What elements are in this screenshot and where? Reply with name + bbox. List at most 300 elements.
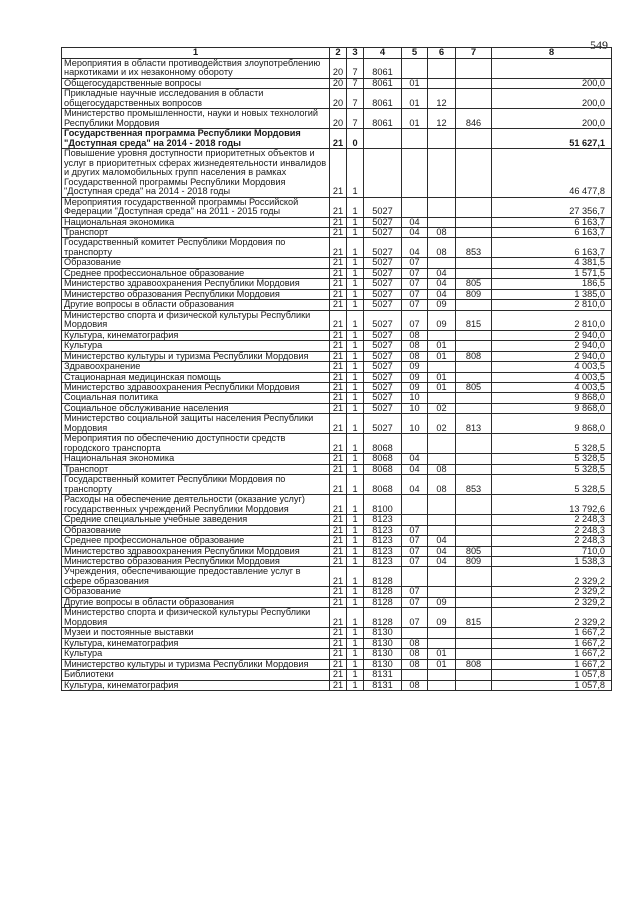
row-code-7: 805 [456, 279, 492, 289]
row-code-2: 21 [330, 680, 347, 690]
row-amount: 2 329,2 [492, 567, 612, 587]
row-amount: 9 868,0 [492, 393, 612, 403]
row-code-2: 21 [330, 659, 347, 669]
row-code-5 [402, 515, 428, 525]
row-name: Другие вопросы в области образования [62, 300, 330, 310]
row-code-2: 21 [330, 403, 347, 413]
table-row [62, 227, 612, 237]
row-amount: 1 385,0 [492, 289, 612, 299]
row-code-2: 21 [330, 495, 347, 515]
table-row [62, 608, 612, 628]
row-name: Культура [62, 649, 330, 659]
row-code-6 [428, 258, 456, 268]
row-code-7: 815 [456, 310, 492, 330]
row-code-2: 21 [330, 567, 347, 587]
row-code-6 [428, 454, 456, 464]
row-code-4 [364, 149, 402, 197]
row-code-7 [456, 597, 492, 607]
row-code-3: 1 [347, 649, 364, 659]
row-code-2: 21 [330, 525, 347, 535]
row-name: Министерство социальной защиты населения Республики Мордовия [62, 414, 330, 434]
row-amount: 200,0 [492, 89, 612, 109]
row-code-3: 1 [347, 238, 364, 258]
row-name: Здравоохранение [62, 362, 330, 372]
row-code-7 [456, 393, 492, 403]
row-amount: 4 003,5 [492, 372, 612, 382]
row-code-3: 7 [347, 109, 364, 129]
row-code-2: 21 [330, 279, 347, 289]
row-code-7 [456, 149, 492, 197]
row-name: Культура, кинематография [62, 638, 330, 648]
row-code-3: 1 [347, 372, 364, 382]
row-amount: 2 248,3 [492, 525, 612, 535]
row-code-7 [456, 587, 492, 597]
row-code-7 [456, 89, 492, 109]
column-header: 1 [62, 48, 330, 59]
row-code-4: 5027 [364, 197, 402, 217]
row-code-2: 21 [330, 414, 347, 434]
row-amount: 9 868,0 [492, 414, 612, 434]
row-name: Образование [62, 587, 330, 597]
row-code-2: 21 [330, 475, 347, 495]
row-name: Транспорт [62, 227, 330, 237]
row-amount: 2 329,2 [492, 597, 612, 607]
row-code-7 [456, 78, 492, 88]
row-code-6: 04 [428, 279, 456, 289]
row-code-3: 1 [347, 341, 364, 351]
row-name: Министерство образования Республики Мордовия [62, 289, 330, 299]
table-row [62, 659, 612, 669]
row-code-6: 12 [428, 89, 456, 109]
row-code-4: 8061 [364, 89, 402, 109]
row-name: Мероприятия государственной программы Российской Федерации "Доступная среда" на 2011 - 2015 годы [62, 197, 330, 217]
table-row [62, 464, 612, 474]
row-code-3: 1 [347, 362, 364, 372]
row-code-7 [456, 403, 492, 413]
table-row [62, 129, 612, 149]
row-code-2: 21 [330, 434, 347, 454]
row-code-6 [428, 362, 456, 372]
row-code-6 [428, 78, 456, 88]
row-code-3: 1 [347, 475, 364, 495]
row-code-7 [456, 59, 492, 79]
row-code-6 [428, 670, 456, 680]
row-code-5: 07 [402, 268, 428, 278]
row-code-4: 5027 [364, 258, 402, 268]
row-code-6: 04 [428, 556, 456, 566]
row-code-6: 09 [428, 300, 456, 310]
table-row [62, 149, 612, 197]
row-code-2: 21 [330, 464, 347, 474]
row-code-2: 21 [330, 372, 347, 382]
row-code-2: 21 [330, 341, 347, 351]
row-code-4: 5027 [364, 330, 402, 340]
row-amount: 2 940,0 [492, 330, 612, 340]
row-code-2: 21 [330, 638, 347, 648]
row-name: Культура, кинематография [62, 330, 330, 340]
row-amount: 2 940,0 [492, 341, 612, 351]
row-code-5 [402, 670, 428, 680]
row-code-3: 1 [347, 670, 364, 680]
row-code-3: 1 [347, 680, 364, 690]
row-name: Социальное обслуживание населения [62, 403, 330, 413]
row-code-5: 04 [402, 238, 428, 258]
row-code-2: 21 [330, 330, 347, 340]
row-name: Среднее профессиональное образование [62, 268, 330, 278]
row-code-3: 0 [347, 129, 364, 149]
table-row [62, 341, 612, 351]
row-code-7: 853 [456, 238, 492, 258]
row-code-5: 07 [402, 258, 428, 268]
row-code-7: 805 [456, 546, 492, 556]
row-code-4: 8130 [364, 628, 402, 638]
row-code-7 [456, 300, 492, 310]
row-code-4: 5027 [364, 238, 402, 258]
row-code-2: 21 [330, 310, 347, 330]
row-code-2: 21 [330, 258, 347, 268]
row-code-6 [428, 149, 456, 197]
row-amount: 2 329,2 [492, 587, 612, 597]
row-code-5: 07 [402, 289, 428, 299]
row-code-2: 21 [330, 362, 347, 372]
column-header: 4 [364, 48, 402, 59]
table-row [62, 670, 612, 680]
row-amount: 5 328,5 [492, 434, 612, 454]
row-code-6 [428, 129, 456, 149]
table-row [62, 217, 612, 227]
row-code-5: 10 [402, 393, 428, 403]
row-code-4: 8128 [364, 587, 402, 597]
row-amount: 4 381,5 [492, 258, 612, 268]
row-code-5: 07 [402, 310, 428, 330]
row-code-7 [456, 454, 492, 464]
row-code-4: 5027 [364, 383, 402, 393]
row-code-2: 21 [330, 238, 347, 258]
row-code-5: 04 [402, 227, 428, 237]
row-code-7 [456, 525, 492, 535]
row-code-4: 5027 [364, 310, 402, 330]
row-code-3: 1 [347, 310, 364, 330]
row-amount: 4 003,5 [492, 383, 612, 393]
row-code-3: 1 [347, 289, 364, 299]
row-name: Транспорт [62, 464, 330, 474]
table-row [62, 638, 612, 648]
row-code-7: 853 [456, 475, 492, 495]
row-code-7 [456, 536, 492, 546]
row-code-3: 1 [347, 495, 364, 515]
row-code-2: 21 [330, 670, 347, 680]
row-code-6 [428, 330, 456, 340]
row-code-4: 5027 [364, 414, 402, 434]
row-code-3: 1 [347, 217, 364, 227]
row-code-3: 1 [347, 597, 364, 607]
row-code-6: 02 [428, 414, 456, 434]
row-amount: 2 940,0 [492, 351, 612, 361]
row-code-6: 01 [428, 372, 456, 382]
row-code-6 [428, 59, 456, 79]
row-code-6 [428, 515, 456, 525]
row-code-5 [402, 129, 428, 149]
row-name: Государственный комитет Республики Мордовия по транспорту [62, 475, 330, 495]
row-code-6: 04 [428, 536, 456, 546]
row-code-5: 09 [402, 372, 428, 382]
table-row [62, 414, 612, 434]
row-code-4: 5027 [364, 372, 402, 382]
row-code-3: 1 [347, 383, 364, 393]
row-code-6: 08 [428, 238, 456, 258]
row-code-7: 809 [456, 289, 492, 299]
row-amount [492, 59, 612, 79]
row-name: Государственная программа Республики Мордовия "Доступная среда" на 2014 - 2018 годы [62, 129, 330, 149]
row-code-2: 21 [330, 597, 347, 607]
row-code-6: 01 [428, 649, 456, 659]
row-amount: 200,0 [492, 78, 612, 88]
row-code-5: 07 [402, 546, 428, 556]
row-code-3: 1 [347, 330, 364, 340]
row-name: Национальная экономика [62, 217, 330, 227]
row-code-2: 21 [330, 217, 347, 227]
table-row [62, 362, 612, 372]
row-code-3: 1 [347, 434, 364, 454]
row-code-5: 07 [402, 608, 428, 628]
row-code-2: 20 [330, 109, 347, 129]
row-code-3: 1 [347, 556, 364, 566]
row-name: Министерство промышленности, науки и новых технологий Республики Мордовия [62, 109, 330, 129]
row-code-7: 805 [456, 383, 492, 393]
column-header: 5 [402, 48, 428, 59]
row-code-2: 21 [330, 351, 347, 361]
row-code-7: 809 [456, 556, 492, 566]
row-code-3: 1 [347, 536, 364, 546]
row-code-4: 8128 [364, 597, 402, 607]
table-row [62, 289, 612, 299]
row-name: Средние специальные учебные заведения [62, 515, 330, 525]
row-code-7 [456, 217, 492, 227]
row-code-2: 21 [330, 149, 347, 197]
row-name: Министерство здравоохранения Республики Мордовия [62, 383, 330, 393]
table-row [62, 330, 612, 340]
table-row [62, 89, 612, 109]
row-code-5: 09 [402, 383, 428, 393]
row-code-7 [456, 638, 492, 648]
row-code-3: 1 [347, 351, 364, 361]
row-code-4: 8123 [364, 515, 402, 525]
row-amount: 1 057,8 [492, 680, 612, 690]
row-code-6: 08 [428, 475, 456, 495]
row-code-3: 1 [347, 587, 364, 597]
row-code-7 [456, 680, 492, 690]
row-code-6 [428, 217, 456, 227]
table-row [62, 59, 612, 79]
table-row [62, 597, 612, 607]
row-code-4: 8130 [364, 659, 402, 669]
table-row [62, 109, 612, 129]
row-name: Мероприятия в области противодействия злоупотреблению наркотиками и их незаконному обороту [62, 59, 330, 79]
row-code-7 [456, 372, 492, 382]
row-code-4: 8068 [364, 464, 402, 474]
row-code-5: 07 [402, 597, 428, 607]
row-code-2: 20 [330, 59, 347, 79]
table-row [62, 351, 612, 361]
row-amount: 200,0 [492, 109, 612, 129]
row-code-3: 1 [347, 393, 364, 403]
row-code-4: 5027 [364, 289, 402, 299]
table-row [62, 556, 612, 566]
row-amount: 2 810,0 [492, 300, 612, 310]
row-code-7: 846 [456, 109, 492, 129]
row-code-2: 21 [330, 649, 347, 659]
row-code-2: 21 [330, 227, 347, 237]
table-row [62, 475, 612, 495]
row-code-4: 8061 [364, 59, 402, 79]
row-code-2: 21 [330, 587, 347, 597]
table-row [62, 546, 612, 556]
row-code-7 [456, 258, 492, 268]
row-code-4: 8061 [364, 78, 402, 88]
row-amount: 1 667,2 [492, 659, 612, 669]
row-code-5 [402, 434, 428, 454]
row-amount: 5 328,5 [492, 454, 612, 464]
table-row [62, 279, 612, 289]
row-code-6 [428, 638, 456, 648]
row-code-3: 1 [347, 628, 364, 638]
row-code-4: 8123 [364, 536, 402, 546]
row-code-4: 8061 [364, 109, 402, 129]
budget-table [61, 47, 612, 691]
row-code-4: 8068 [364, 475, 402, 495]
row-code-5: 08 [402, 638, 428, 648]
row-code-6 [428, 197, 456, 217]
row-name: Министерство здравоохранения Республики Мордовия [62, 279, 330, 289]
column-header: 8 [492, 48, 612, 59]
row-code-5: 08 [402, 659, 428, 669]
row-code-5: 08 [402, 330, 428, 340]
row-name: Повышение уровня доступности приоритетных объектов и услуг в приоритетных сферах жизнедеятельности инвалидов и других маломобильных групп населения в рамках Государственной программы Республики Мордовия "Доступная среда" на 2014 - 2018 годы [62, 149, 330, 197]
row-code-2: 20 [330, 89, 347, 109]
row-code-4: 5027 [364, 362, 402, 372]
row-code-5 [402, 59, 428, 79]
row-code-7: 815 [456, 608, 492, 628]
row-code-5: 01 [402, 78, 428, 88]
row-amount: 9 868,0 [492, 403, 612, 413]
row-code-7 [456, 330, 492, 340]
table-row [62, 393, 612, 403]
row-name: Музеи и постоянные выставки [62, 628, 330, 638]
row-code-5: 04 [402, 217, 428, 227]
row-amount: 27 356,7 [492, 197, 612, 217]
row-code-2: 21 [330, 628, 347, 638]
row-code-7 [456, 567, 492, 587]
row-code-5: 09 [402, 362, 428, 372]
row-code-6: 09 [428, 310, 456, 330]
row-code-3: 1 [347, 608, 364, 628]
row-code-5: 08 [402, 680, 428, 690]
row-code-4: 8128 [364, 608, 402, 628]
row-code-5: 04 [402, 475, 428, 495]
row-amount: 5 328,5 [492, 464, 612, 474]
row-code-2: 21 [330, 454, 347, 464]
table-row [62, 372, 612, 382]
row-code-4: 5027 [364, 300, 402, 310]
row-amount: 46 477,8 [492, 149, 612, 197]
row-code-6: 01 [428, 383, 456, 393]
row-code-2: 20 [330, 78, 347, 88]
row-name: Расходы на обеспечение деятельности (оказание услуг) государственных учреждений Республики Мордовия [62, 495, 330, 515]
row-code-3: 1 [347, 258, 364, 268]
row-name: Министерство образования Республики Мордовия [62, 556, 330, 566]
row-code-3: 1 [347, 279, 364, 289]
row-name: Образование [62, 525, 330, 535]
page-number: 549 [590, 38, 608, 52]
row-code-6 [428, 434, 456, 454]
table-row [62, 78, 612, 88]
row-amount: 51 627,1 [492, 129, 612, 149]
row-code-6: 08 [428, 464, 456, 474]
row-code-3: 1 [347, 300, 364, 310]
table-row [62, 536, 612, 546]
row-code-3: 1 [347, 464, 364, 474]
row-code-4: 5027 [364, 393, 402, 403]
row-code-7: 808 [456, 659, 492, 669]
row-amount: 1 667,2 [492, 638, 612, 648]
row-code-3: 1 [347, 659, 364, 669]
row-amount: 1 538,3 [492, 556, 612, 566]
row-code-5: 08 [402, 341, 428, 351]
table-row [62, 383, 612, 393]
row-name: Министерство культуры и туризма Республики Мордовия [62, 659, 330, 669]
row-code-4: 8131 [364, 670, 402, 680]
row-code-4: 5027 [364, 403, 402, 413]
row-code-3: 1 [347, 414, 364, 434]
row-code-4: 5027 [364, 217, 402, 227]
row-code-6: 01 [428, 351, 456, 361]
row-code-7 [456, 197, 492, 217]
row-code-3: 1 [347, 454, 364, 464]
row-code-5 [402, 495, 428, 515]
row-amount: 6 163,7 [492, 238, 612, 258]
table-row [62, 434, 612, 454]
row-name: Культура [62, 341, 330, 351]
row-code-4: 8068 [364, 434, 402, 454]
table-row [62, 628, 612, 638]
row-code-7 [456, 464, 492, 474]
row-code-6: 01 [428, 659, 456, 669]
row-code-6 [428, 587, 456, 597]
table-row [62, 649, 612, 659]
table-row [62, 567, 612, 587]
row-amount: 710,0 [492, 546, 612, 556]
row-code-4 [364, 129, 402, 149]
table-row [62, 238, 612, 258]
row-code-5: 04 [402, 454, 428, 464]
table-row [62, 680, 612, 690]
row-code-7 [456, 495, 492, 515]
table-row [62, 403, 612, 413]
row-code-6 [428, 680, 456, 690]
row-amount: 13 792,6 [492, 495, 612, 515]
row-name: Государственный комитет Республики Мордовия по транспорту [62, 238, 330, 258]
row-code-4: 5027 [364, 341, 402, 351]
row-code-2: 21 [330, 289, 347, 299]
row-code-2: 21 [330, 556, 347, 566]
row-amount: 1 667,2 [492, 628, 612, 638]
table-row [62, 495, 612, 515]
row-code-2: 21 [330, 197, 347, 217]
row-code-5: 07 [402, 279, 428, 289]
row-code-7 [456, 341, 492, 351]
row-code-3: 1 [347, 403, 364, 413]
table-row [62, 587, 612, 597]
